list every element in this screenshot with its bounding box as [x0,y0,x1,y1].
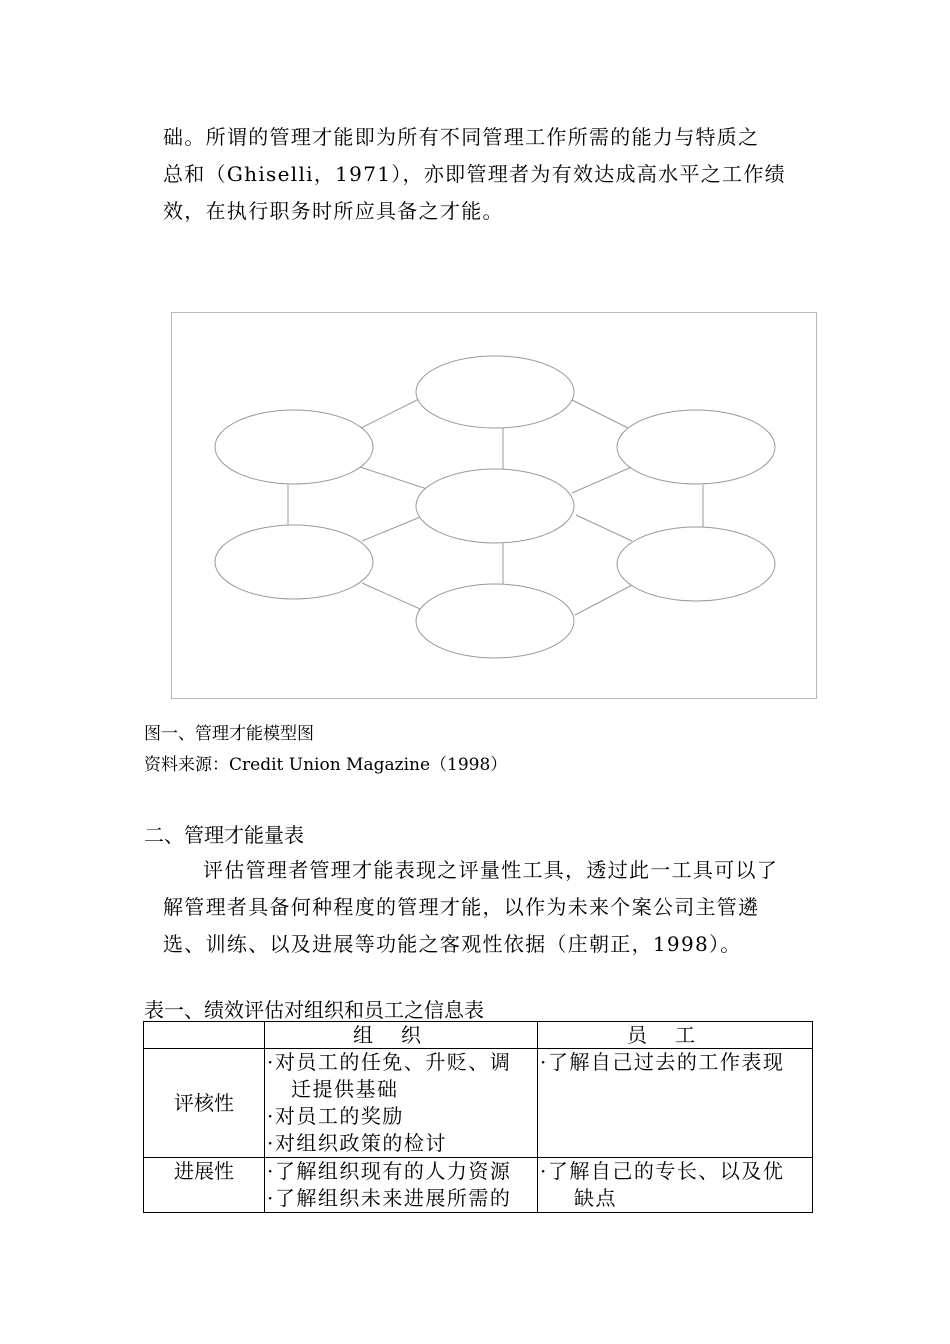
node-left-top [215,410,373,484]
connector-bottom-left [362,583,429,613]
row-label: 进展性 [144,1158,265,1213]
section-heading: 二、管理才能量表 [144,823,304,847]
table-title: 表一、绩效评估对组织和员工之信息表 [144,998,484,1022]
connector-top-right [572,400,632,430]
cell-line: ·了解组织现有的人力资源 [267,1159,512,1183]
intro-line-2: 总和（Ghiselli，1971），亦即管理者为有效达成高水平之工作绩 [163,162,786,186]
connector-center-left-top [360,467,430,490]
intro-line-1: 础。所谓的管理才能即为所有不同管理工作所需的能力与特质之 [163,125,760,149]
org-cell [265,1158,538,1213]
cell-line: ·对组织政策的检讨 [267,1131,447,1155]
header-organization: 组织 [265,1022,538,1049]
cell-line: ·了解自己过去的工作表现 [540,1050,785,1074]
cell-line: ·对员工的奖励 [267,1104,404,1128]
competency-model-diagram [172,313,818,700]
emp-cell [538,1158,813,1213]
org-cell [265,1049,538,1158]
section2-paragraph [163,852,811,963]
table-row [144,1049,813,1158]
table-row [144,1158,813,1213]
figure-source: 资料来源：Credit Union Magazine（1998） [144,755,508,775]
node-center [416,469,574,543]
section2-line-3: 选、训练、以及进展等功能之客观性依据（庄朝正，1998）。 [163,932,742,956]
intro-paragraph [163,119,811,230]
competency-model-figure [171,312,817,699]
info-table [143,1021,813,1213]
row-label: 评核性 [144,1049,265,1158]
emp-cell [538,1049,813,1158]
header-empty [144,1022,265,1049]
connector-center-right-top [572,466,634,493]
cell-line: 迁提供基础 [291,1077,399,1101]
cell-line: ·对员工的任免、升贬、调 [267,1050,512,1074]
section2-line-2: 解管理者具备何种程度的管理才能，以作为未来个案公司主管遴 [163,895,760,919]
connector-top-left [359,399,419,429]
intro-line-3: 效，在执行职务时所应具备之才能。 [163,199,504,223]
node-right-top [617,410,775,484]
header-employee: 员工 [538,1022,813,1049]
cell-line: ·了解自己的专长、以及优 [540,1159,785,1183]
figure-caption: 图一、管理才能模型图 [144,724,314,744]
section2-line-1: 评估管理者管理才能表现之评量性工具，透过此一工具可以了 [203,858,779,882]
node-right-bottom [617,527,775,601]
cell-line: 缺点 [574,1186,617,1210]
cell-line: ·了解组织未来进展所需的 [267,1186,512,1210]
node-top [416,356,574,428]
connector-center-right-bottom [576,515,632,541]
connector-bottom-right [575,583,636,615]
node-left-bottom [215,525,373,599]
node-bottom [416,584,574,658]
table-header-row [144,1022,813,1049]
